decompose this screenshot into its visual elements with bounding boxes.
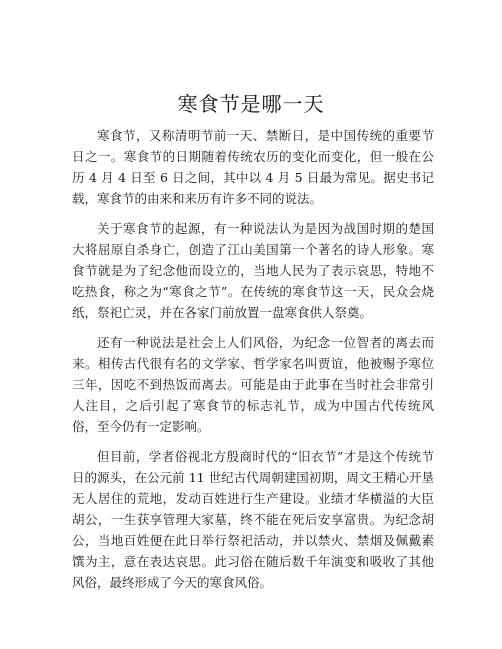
paragraph-4: 但目前，学者俗视北方殷商时代的“旧衣节”才是这个传统节日的源头，在公元前 11 世纪古代周朝建国初期，周文王精心开垦无人居住的荒地，发动百姓进行生产建设。业绩才华横溢的大臣胡公，一生获享管理大家墓，终不能在死后安享富贵。为纪念胡公，当地百姓便在此日举行祭祀活动，并以禁火、禁烟及佩戴素馔为主，意在表达哀思。此习俗在随后数千年演变和吸收了其他风俗，最终形成了今天的寒食风俗。: [72, 449, 434, 590]
document-body: [72, 125, 434, 602]
paragraph-3: 还有一种说法是社会上人们风俗，为纪念一位智者的离去而来。相传古代很有名的文学家、哲学家名叫贾谊，他被赐予寒位三年，因吃不到热饭而离去。可能是由于此事在当时社会非常引人注目，之后引起了寒食节的标志礼节，成为中国古代传统风俗，至今仍有一定影响。: [72, 335, 434, 434]
document-title: 寒食节是哪一天: [177, 92, 325, 116]
paragraph-2: 关于寒食节的起源，有一种说法认为是因为战国时期的楚国大将屈原自杀身亡，创造了江山美国第一个著名的诗人形象。寒食节就是为了纪念他而设立的，当地人民为了表示哀思，特地不吃热食，称之为“寒食之节”。在传统的寒食节这一天，民众会烧纸，祭祀亡灵，并在各家门前放置一盘寒食供人祭奠。: [72, 221, 434, 320]
paragraph-1: 寒食节，又称清明节前一天、禁断日，是中国传统的重要节日之一。寒食节的日期随着传统农历的变化而变化，但一般在公历 4 月 4 日至 6 日之间，其中以 4 月 5 日最为常见。据史书记载，寒食节的由来和来历有许多不同的说法。: [72, 128, 434, 206]
